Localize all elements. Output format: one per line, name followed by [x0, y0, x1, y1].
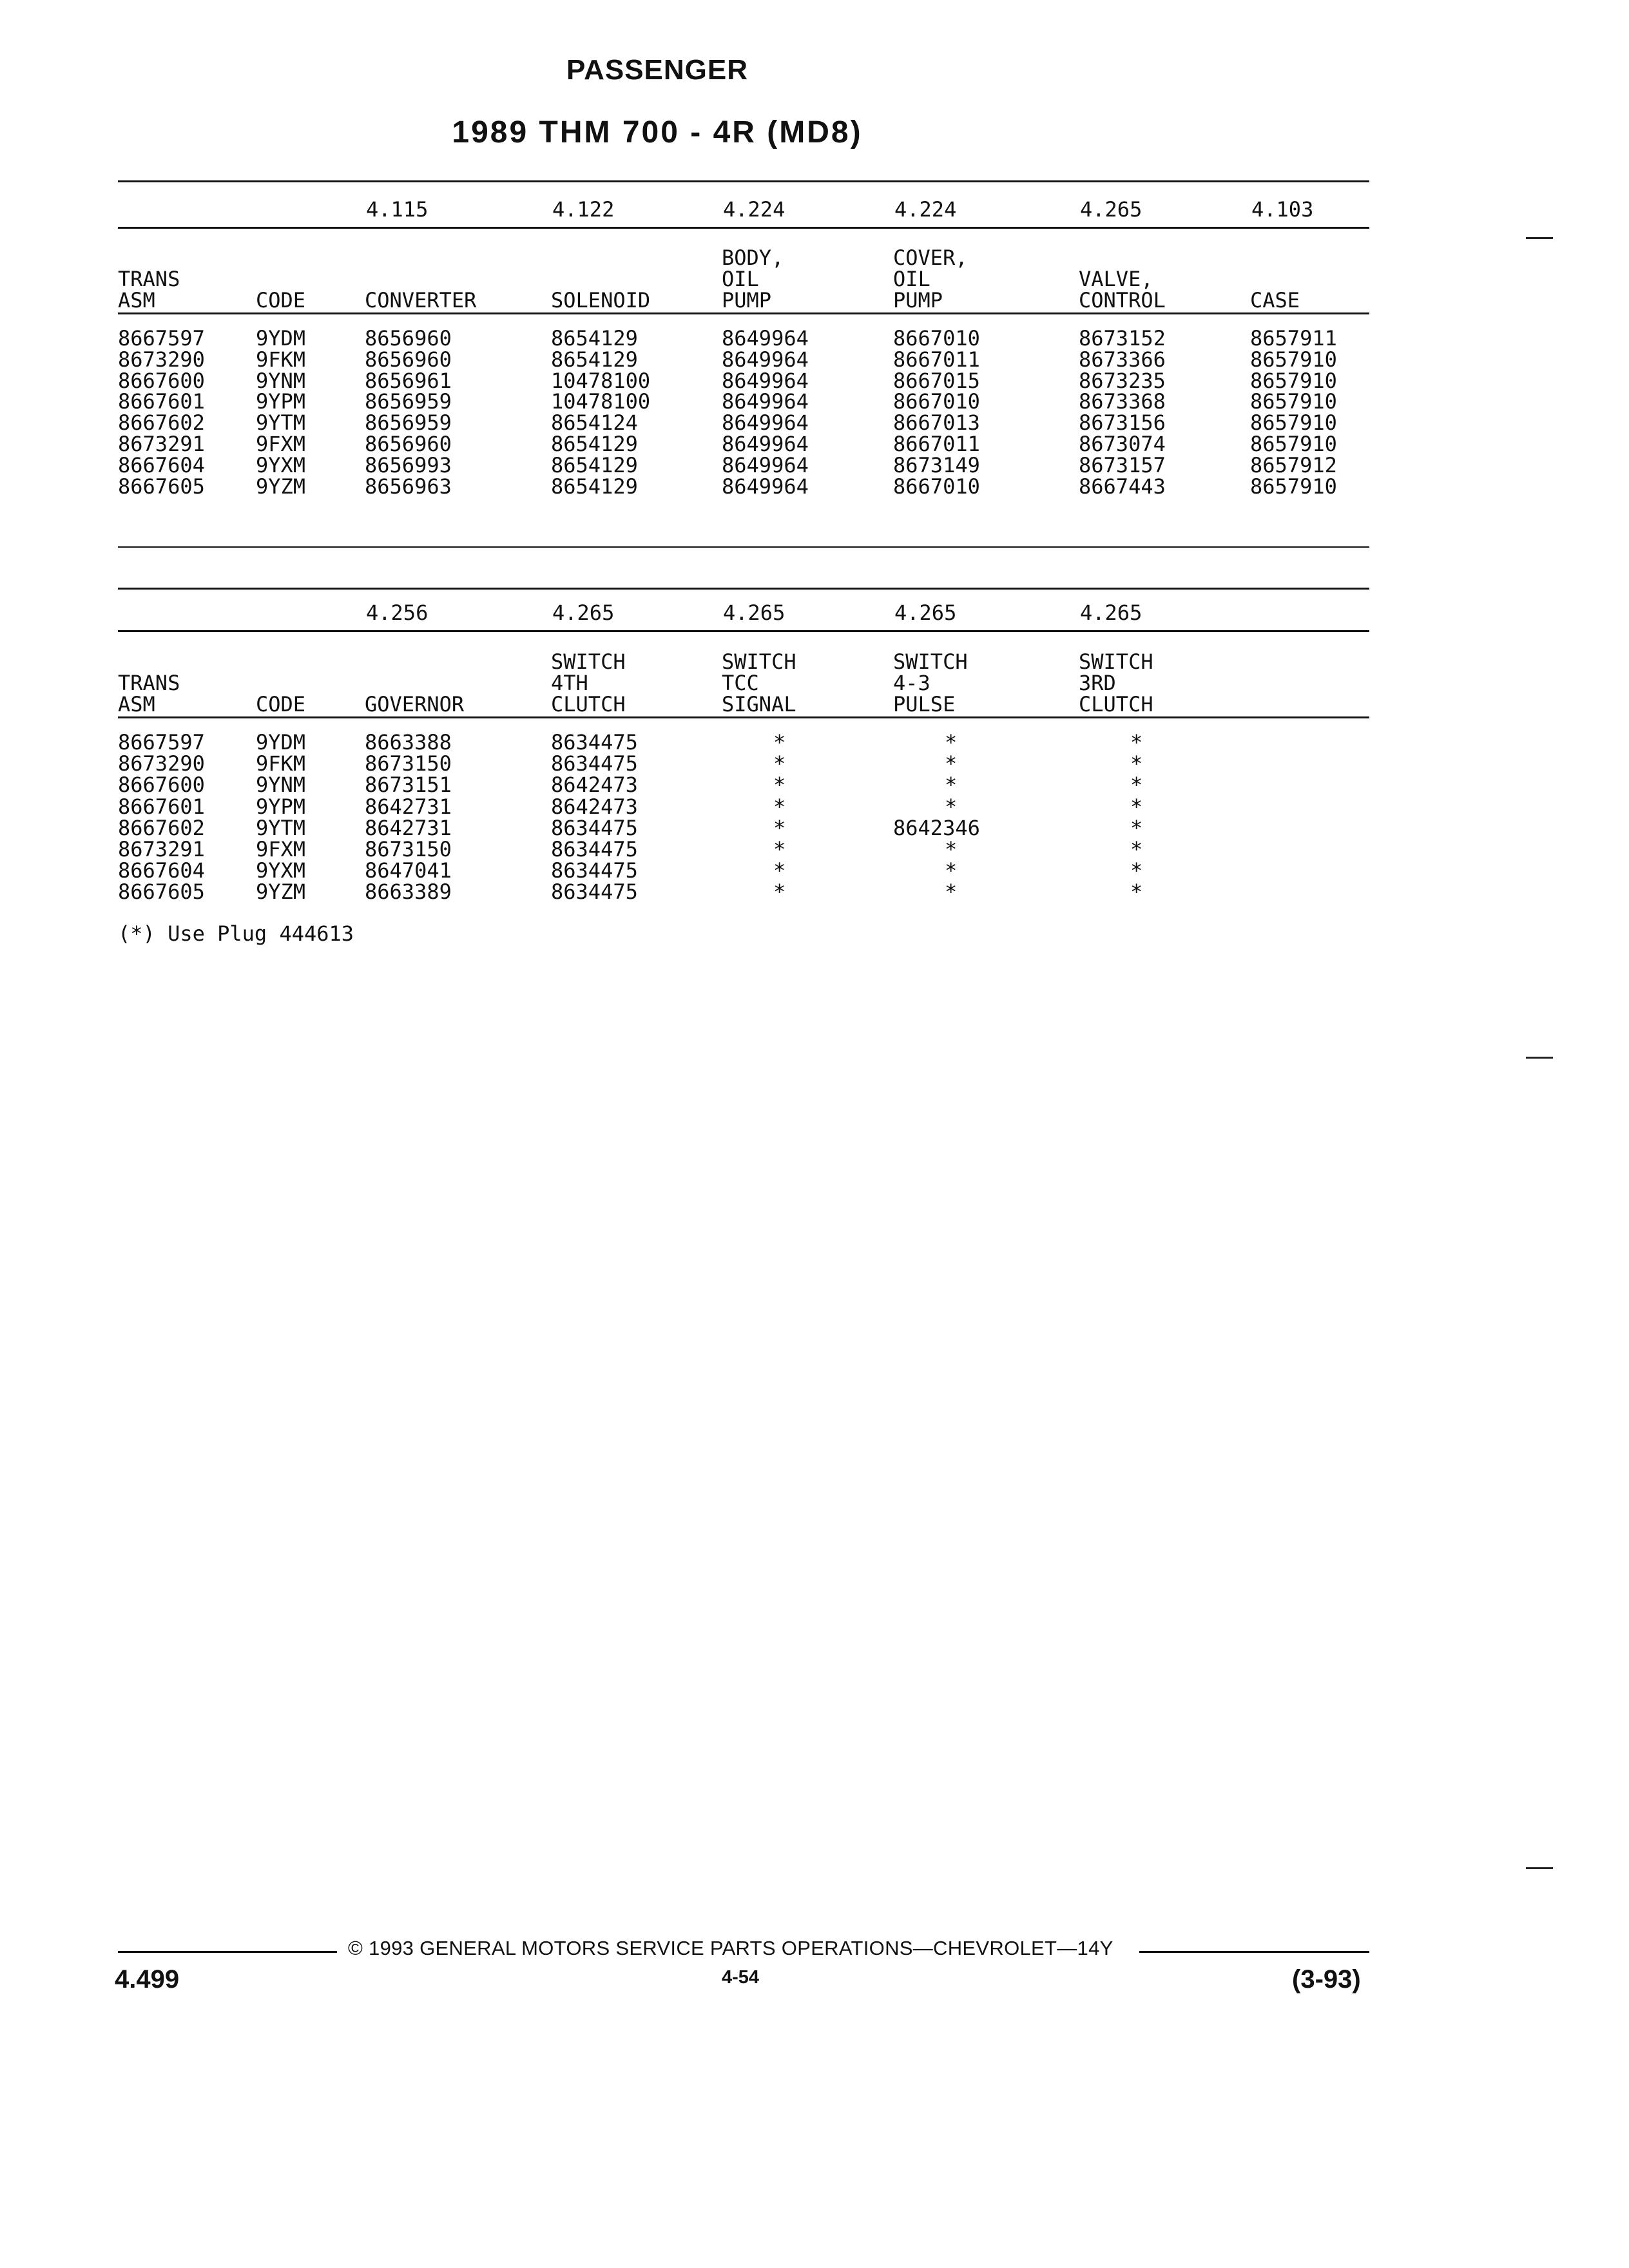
table-cell: 8657910 — [1250, 474, 1337, 499]
table-cell: 8634475 — [551, 751, 638, 776]
table-cell: 8656959 — [365, 389, 452, 414]
reference-number: 4.103 — [1251, 197, 1314, 222]
table-cell: 8673151 — [365, 773, 452, 798]
table-cell: 8654129 — [551, 432, 638, 456]
column-header: 3RD — [1079, 671, 1116, 695]
table-cell: 8667605 — [118, 879, 205, 905]
table-cell: 8667010 — [893, 474, 980, 499]
reference-number: 4.115 — [366, 197, 429, 222]
column-header: OIL — [893, 267, 930, 291]
column-header: 4-3 — [893, 671, 930, 695]
footer-section-number: 4.499 — [115, 1965, 180, 1994]
column-header: VALVE, — [1079, 267, 1153, 291]
table-cell: * — [1130, 858, 1143, 883]
table-cell: 8667602 — [118, 410, 205, 436]
table-cell: 8673291 — [118, 432, 205, 456]
table-cell: 8667597 — [118, 730, 205, 754]
reference-number: 4.224 — [894, 197, 957, 222]
table-cell: * — [945, 879, 958, 905]
column-header: OIL — [722, 267, 759, 291]
table-cell: 8642731 — [365, 794, 452, 819]
table-cell: 8673290 — [118, 347, 205, 372]
column-header: CONTROL — [1079, 288, 1166, 312]
table-cell: 8642473 — [551, 794, 638, 819]
table-cell: 8667604 — [118, 452, 205, 477]
table-cell: 8634475 — [551, 879, 638, 905]
table-cell: 9YTM — [256, 410, 306, 436]
table-2-header-rule — [118, 716, 1369, 718]
table-cell: 8657911 — [1250, 326, 1337, 351]
column-header: TRANS — [118, 671, 180, 695]
table-cell: 9YZM — [256, 879, 306, 905]
table-cell: 8667015 — [893, 368, 980, 393]
table-cell: * — [1130, 773, 1143, 798]
column-header: BODY, — [722, 245, 784, 270]
table-2-top-rule — [118, 588, 1369, 590]
table-cell: 8667600 — [118, 368, 205, 393]
table-cell: 8673368 — [1079, 389, 1166, 414]
table-cell: 9YXM — [256, 858, 306, 883]
table-cell: 8656960 — [365, 347, 452, 372]
table-cell: 8667443 — [1079, 474, 1166, 499]
table-cell: 8667600 — [118, 773, 205, 798]
column-header: PUMP — [722, 288, 772, 312]
table-cell: 8647041 — [365, 858, 452, 883]
table-cell: * — [1130, 879, 1143, 905]
table-cell: 9FXM — [256, 432, 306, 456]
table-cell: 9YZM — [256, 474, 306, 499]
margin-tick-mark — [1526, 237, 1553, 239]
table-cell: 8663389 — [365, 879, 452, 905]
column-header: ASM — [118, 288, 155, 312]
table-cell: * — [1130, 730, 1143, 754]
table-cell: 8667010 — [893, 326, 980, 351]
table-cell: 8649964 — [722, 326, 809, 351]
table-cell: 8649964 — [722, 389, 809, 414]
column-header: TRANS — [118, 267, 180, 291]
table-cell: 9YXM — [256, 452, 306, 477]
table-cell: 8673291 — [118, 837, 205, 861]
table-cell: 8667604 — [118, 858, 205, 883]
table-cell: * — [773, 858, 786, 883]
table-cell: * — [945, 773, 958, 798]
column-header: SWITCH — [551, 649, 626, 674]
table-cell: 9YPM — [256, 794, 306, 819]
table-cell: 8642346 — [893, 815, 980, 840]
column-header: 4TH — [551, 671, 588, 695]
table-cell: 8673157 — [1079, 452, 1166, 477]
margin-tick-mark — [1526, 1867, 1553, 1869]
table-cell: 8667013 — [893, 410, 980, 436]
table-cell: 9FKM — [256, 751, 306, 776]
footer-rule-right — [1139, 1951, 1369, 1953]
column-header: ASM — [118, 692, 155, 716]
table-cell: 8657910 — [1250, 347, 1337, 372]
table-cell: 8642473 — [551, 773, 638, 798]
column-header: CASE — [1250, 288, 1300, 312]
reference-number: 4.265 — [552, 601, 615, 625]
table-cell: 9YNM — [256, 773, 306, 798]
table-cell: 8657910 — [1250, 432, 1337, 456]
table-cell: 8654124 — [551, 410, 638, 436]
table-cell: 8654129 — [551, 452, 638, 477]
table-cell: 8656993 — [365, 452, 452, 477]
table-cell: 8673074 — [1079, 432, 1166, 456]
reference-number: 4.224 — [723, 197, 786, 222]
table-cell: 9FXM — [256, 837, 306, 861]
table-cell: 8656961 — [365, 368, 452, 393]
table-cell: 9YDM — [256, 326, 306, 351]
footer-rule-left — [118, 1951, 337, 1953]
table-cell: 8667605 — [118, 474, 205, 499]
table-cell: 9YNM — [256, 368, 306, 393]
table-cell: 8657910 — [1250, 410, 1337, 436]
margin-tick-mark — [1526, 1057, 1553, 1059]
table-cell: 8673366 — [1079, 347, 1166, 372]
column-header: GOVERNOR — [365, 692, 465, 716]
table-cell: 9YTM — [256, 815, 306, 840]
column-header: CLUTCH — [551, 692, 626, 716]
page-title: PASSENGER — [566, 54, 749, 86]
table-cell: 8649964 — [722, 474, 809, 499]
table-cell: 10478100 — [551, 389, 651, 414]
table-2-ref-rule — [118, 630, 1369, 632]
column-header: CODE — [256, 692, 306, 716]
table-cell: * — [945, 794, 958, 819]
table-cell: 9YPM — [256, 389, 306, 414]
table-cell: * — [773, 879, 786, 905]
table-cell: 8667601 — [118, 794, 205, 819]
table-1-bottom-rule — [118, 546, 1369, 548]
column-header: TCC — [722, 671, 759, 695]
column-header: CONVERTER — [365, 288, 477, 312]
table-cell: * — [945, 730, 958, 754]
table-cell: * — [945, 751, 958, 776]
table-cell: 8673235 — [1079, 368, 1166, 393]
table-cell: 10478100 — [551, 368, 651, 393]
reference-number: 4.122 — [552, 197, 615, 222]
table-cell: 8656959 — [365, 410, 452, 436]
table-cell: * — [773, 837, 786, 861]
table-cell: 8657910 — [1250, 389, 1337, 414]
table-cell: 8667602 — [118, 815, 205, 840]
footer-revision-date: (3-93) — [1292, 1965, 1361, 1994]
column-header: SIGNAL — [722, 692, 796, 716]
table-cell: 8649964 — [722, 452, 809, 477]
table-cell: * — [773, 730, 786, 754]
table-cell: 8663388 — [365, 730, 452, 754]
reference-number: 4.265 — [723, 601, 786, 625]
table-cell: 8656960 — [365, 432, 452, 456]
table-cell: 9FKM — [256, 347, 306, 372]
column-header: SWITCH — [722, 649, 796, 674]
table-cell: 8634475 — [551, 730, 638, 754]
reference-number: 4.265 — [894, 601, 957, 625]
table-cell: 8634475 — [551, 815, 638, 840]
table-cell: * — [945, 858, 958, 883]
column-header: CODE — [256, 288, 306, 312]
table-cell: 8673290 — [118, 751, 205, 776]
table-cell: 8656960 — [365, 326, 452, 351]
reference-number: 4.256 — [366, 601, 429, 625]
table-cell: 8654129 — [551, 347, 638, 372]
reference-number: 4.265 — [1080, 197, 1142, 222]
column-header: SWITCH — [893, 649, 968, 674]
table-1-header-rule — [118, 312, 1369, 314]
table-cell: 8642731 — [365, 815, 452, 840]
table-cell: 8649964 — [722, 347, 809, 372]
table-cell: * — [773, 815, 786, 840]
table-cell: 8673152 — [1079, 326, 1166, 351]
table-cell: 8673150 — [365, 751, 452, 776]
table-cell: 8667011 — [893, 432, 980, 456]
table-cell: 8673150 — [365, 837, 452, 861]
footer-page-number: 4-54 — [722, 1967, 760, 1988]
table-cell: 8649964 — [722, 432, 809, 456]
table-cell: 8667011 — [893, 347, 980, 372]
table-cell: * — [1130, 837, 1143, 861]
table-cell: * — [1130, 815, 1143, 840]
table-cell: * — [773, 773, 786, 798]
table-cell: * — [1130, 751, 1143, 776]
column-header: CLUTCH — [1079, 692, 1153, 716]
table-cell: 8667601 — [118, 389, 205, 414]
table-cell: 8649964 — [722, 410, 809, 436]
column-header: PUMP — [893, 288, 943, 312]
table-cell: * — [773, 794, 786, 819]
table-cell: 8667010 — [893, 389, 980, 414]
table-cell: 8634475 — [551, 837, 638, 861]
table-cell: 8667597 — [118, 326, 205, 351]
table-cell: * — [773, 751, 786, 776]
column-header: COVER, — [893, 245, 968, 270]
table-cell: 8657910 — [1250, 368, 1337, 393]
table-cell: 8649964 — [722, 368, 809, 393]
table-cell: 8654129 — [551, 474, 638, 499]
table-cell: 8657912 — [1250, 452, 1337, 477]
table-cell: 8673156 — [1079, 410, 1166, 436]
plug-footnote: (*) Use Plug 444613 — [118, 921, 354, 946]
table-cell: 8656963 — [365, 474, 452, 499]
page-subtitle: 1989 THM 700 - 4R (MD8) — [452, 115, 863, 149]
table-cell: 8654129 — [551, 326, 638, 351]
table-cell: * — [945, 837, 958, 861]
footer-copyright: © 1993 GENERAL MOTORS SERVICE PARTS OPERATIONS—CHEVROLET—14Y — [348, 1937, 1113, 1959]
table-cell: * — [1130, 794, 1143, 819]
column-header: SWITCH — [1079, 649, 1153, 674]
table-cell: 9YDM — [256, 730, 306, 754]
reference-number: 4.265 — [1080, 601, 1142, 625]
table-1-ref-rule — [118, 227, 1369, 229]
column-header: SOLENOID — [551, 288, 651, 312]
table-cell: 8673149 — [893, 452, 980, 477]
column-header: PULSE — [893, 692, 956, 716]
table-cell: 8634475 — [551, 858, 638, 883]
table-1-top-rule — [118, 180, 1369, 182]
